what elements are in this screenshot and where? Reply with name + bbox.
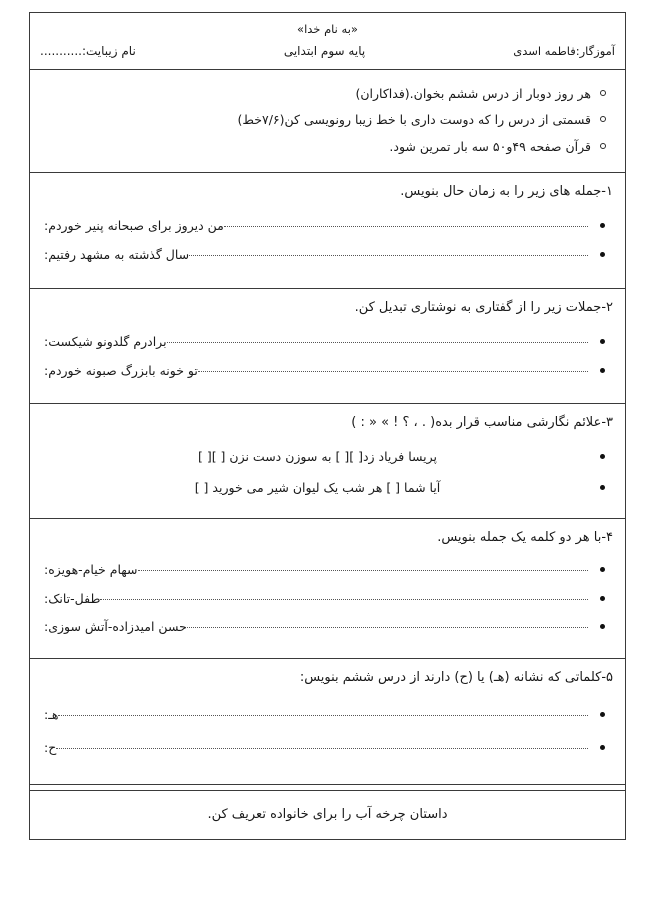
- list-item[interactable]: [44, 478, 611, 497]
- question-2-body: [30, 320, 625, 403]
- answer-blank[interactable]: [100, 599, 588, 600]
- question-5-body: [30, 689, 625, 784]
- prompt-text: هـ:: [44, 707, 59, 722]
- answer-blank[interactable]: [198, 371, 588, 372]
- prompt-text: ح:: [44, 740, 57, 756]
- question-1-body: [30, 204, 625, 289]
- question-2-row: [30, 289, 625, 403]
- answer-blank[interactable]: [167, 342, 588, 343]
- announcement-text: قسمتی از درس را که دوست داری با خط زیبا رونویسی کن(۷/۶خط): [237, 112, 591, 128]
- final-task-row: [30, 791, 625, 839]
- question-2-title: ۲-جملات زیر را از گفتاری به نوشتاری تبدیل کن.: [354, 300, 613, 316]
- answer-blank[interactable]: [224, 226, 588, 227]
- grade-level: پایه سوم ابتدایی: [283, 44, 366, 58]
- announcement-text: قرآن صفحه ۴۹و۵۰ سه بار تمرین شود.: [389, 138, 591, 154]
- question-4-row: [30, 519, 625, 659]
- list-item: [44, 216, 611, 235]
- list-item: [44, 738, 611, 757]
- announcements-row: [30, 70, 625, 173]
- header-row: [30, 13, 625, 70]
- question-2-items: [44, 332, 611, 381]
- question-5-title: ۵-کلماتی که نشانه (هـ) یا (ح) دارند از درس ششم بنویس:: [299, 669, 613, 685]
- list-item: [44, 560, 611, 579]
- answer-blank[interactable]: [187, 627, 588, 628]
- list-item: [44, 332, 611, 351]
- answer-row: [44, 589, 591, 608]
- answer-row: [44, 332, 591, 351]
- list-item: [44, 705, 611, 724]
- answer-row: [44, 738, 591, 757]
- question-1-items: [44, 216, 611, 265]
- list-item: [44, 84, 611, 103]
- question-3-items: [44, 447, 611, 497]
- list-item[interactable]: [44, 447, 611, 466]
- list-item: [44, 361, 611, 380]
- question-3-body: [30, 434, 625, 518]
- answer-row: [44, 560, 591, 579]
- question-1-title: ۱-جمله های زیر را به زمان حال بنویس.: [400, 184, 613, 200]
- list-item: [44, 617, 611, 636]
- answer-blank[interactable]: [56, 748, 588, 749]
- basmala-text: «به نام خدا»: [297, 22, 358, 36]
- answer-blank[interactable]: [189, 255, 588, 256]
- question-4-body: [30, 549, 625, 657]
- answer-row: [44, 361, 591, 380]
- question-1-row: [30, 173, 625, 289]
- question-4-items: [44, 560, 611, 636]
- final-task-text: داستان چرخه آب را برای خانواده تعریف کن.: [207, 806, 448, 822]
- question-3-title: ۳-علائم نگارشی مناسب قرار بده( . ، ؟ ! » « : ): [351, 414, 613, 430]
- announcement-text: هر روز دوبار از درس ششم بخوان.(فداکاران): [355, 86, 591, 101]
- answer-row: [44, 245, 591, 264]
- punctuation-sentence[interactable]: پریسا فریاد زد[ ][ ] به سوزن دست نزن [ ][ ]: [197, 449, 438, 465]
- announcement-list: [44, 84, 611, 156]
- answer-row: [44, 705, 591, 724]
- prompt-text: برادرم گلدونو شیکست:: [44, 333, 167, 349]
- answer-row: [44, 617, 591, 636]
- question-4-title: ۴-با هر دو کلمه یک جمله بنویس.: [437, 529, 613, 545]
- question-5-items: [44, 705, 611, 758]
- list-item: [44, 110, 611, 129]
- punctuation-sentence[interactable]: آیا شما [ ] هر شب یک لیوان شیر می خورید [ ]: [194, 479, 441, 495]
- list-item: [44, 137, 611, 156]
- answer-blank[interactable]: [138, 570, 589, 571]
- teacher-name: آموزگار:فاطمه اسدی: [513, 44, 615, 58]
- prompt-text: حسن امیدزاده-آتش سوزی:: [44, 619, 187, 635]
- prompt-text: تو خونه بابزرگ صبونه خوردم:: [44, 363, 198, 379]
- question-5-row: [30, 659, 625, 785]
- answer-blank[interactable]: [58, 715, 588, 716]
- answer-row: [44, 216, 591, 235]
- list-item: [44, 589, 611, 608]
- student-name-field[interactable]: نام زیبایت:...........: [40, 44, 136, 58]
- question-3-row: [30, 404, 625, 519]
- worksheet-table: [29, 12, 626, 840]
- prompt-text: من دیروز برای صبحانه پنیر خوردم:: [44, 217, 224, 233]
- prompt-text: طفل-تانک:: [44, 590, 101, 606]
- list-item: [44, 245, 611, 264]
- header-info-bar: [30, 40, 625, 69]
- announcements-block: [30, 70, 625, 172]
- prompt-text: سال گذشته به مشهد رفتیم:: [44, 247, 190, 262]
- prompt-text: سهام خیام-هویزه:: [44, 562, 138, 578]
